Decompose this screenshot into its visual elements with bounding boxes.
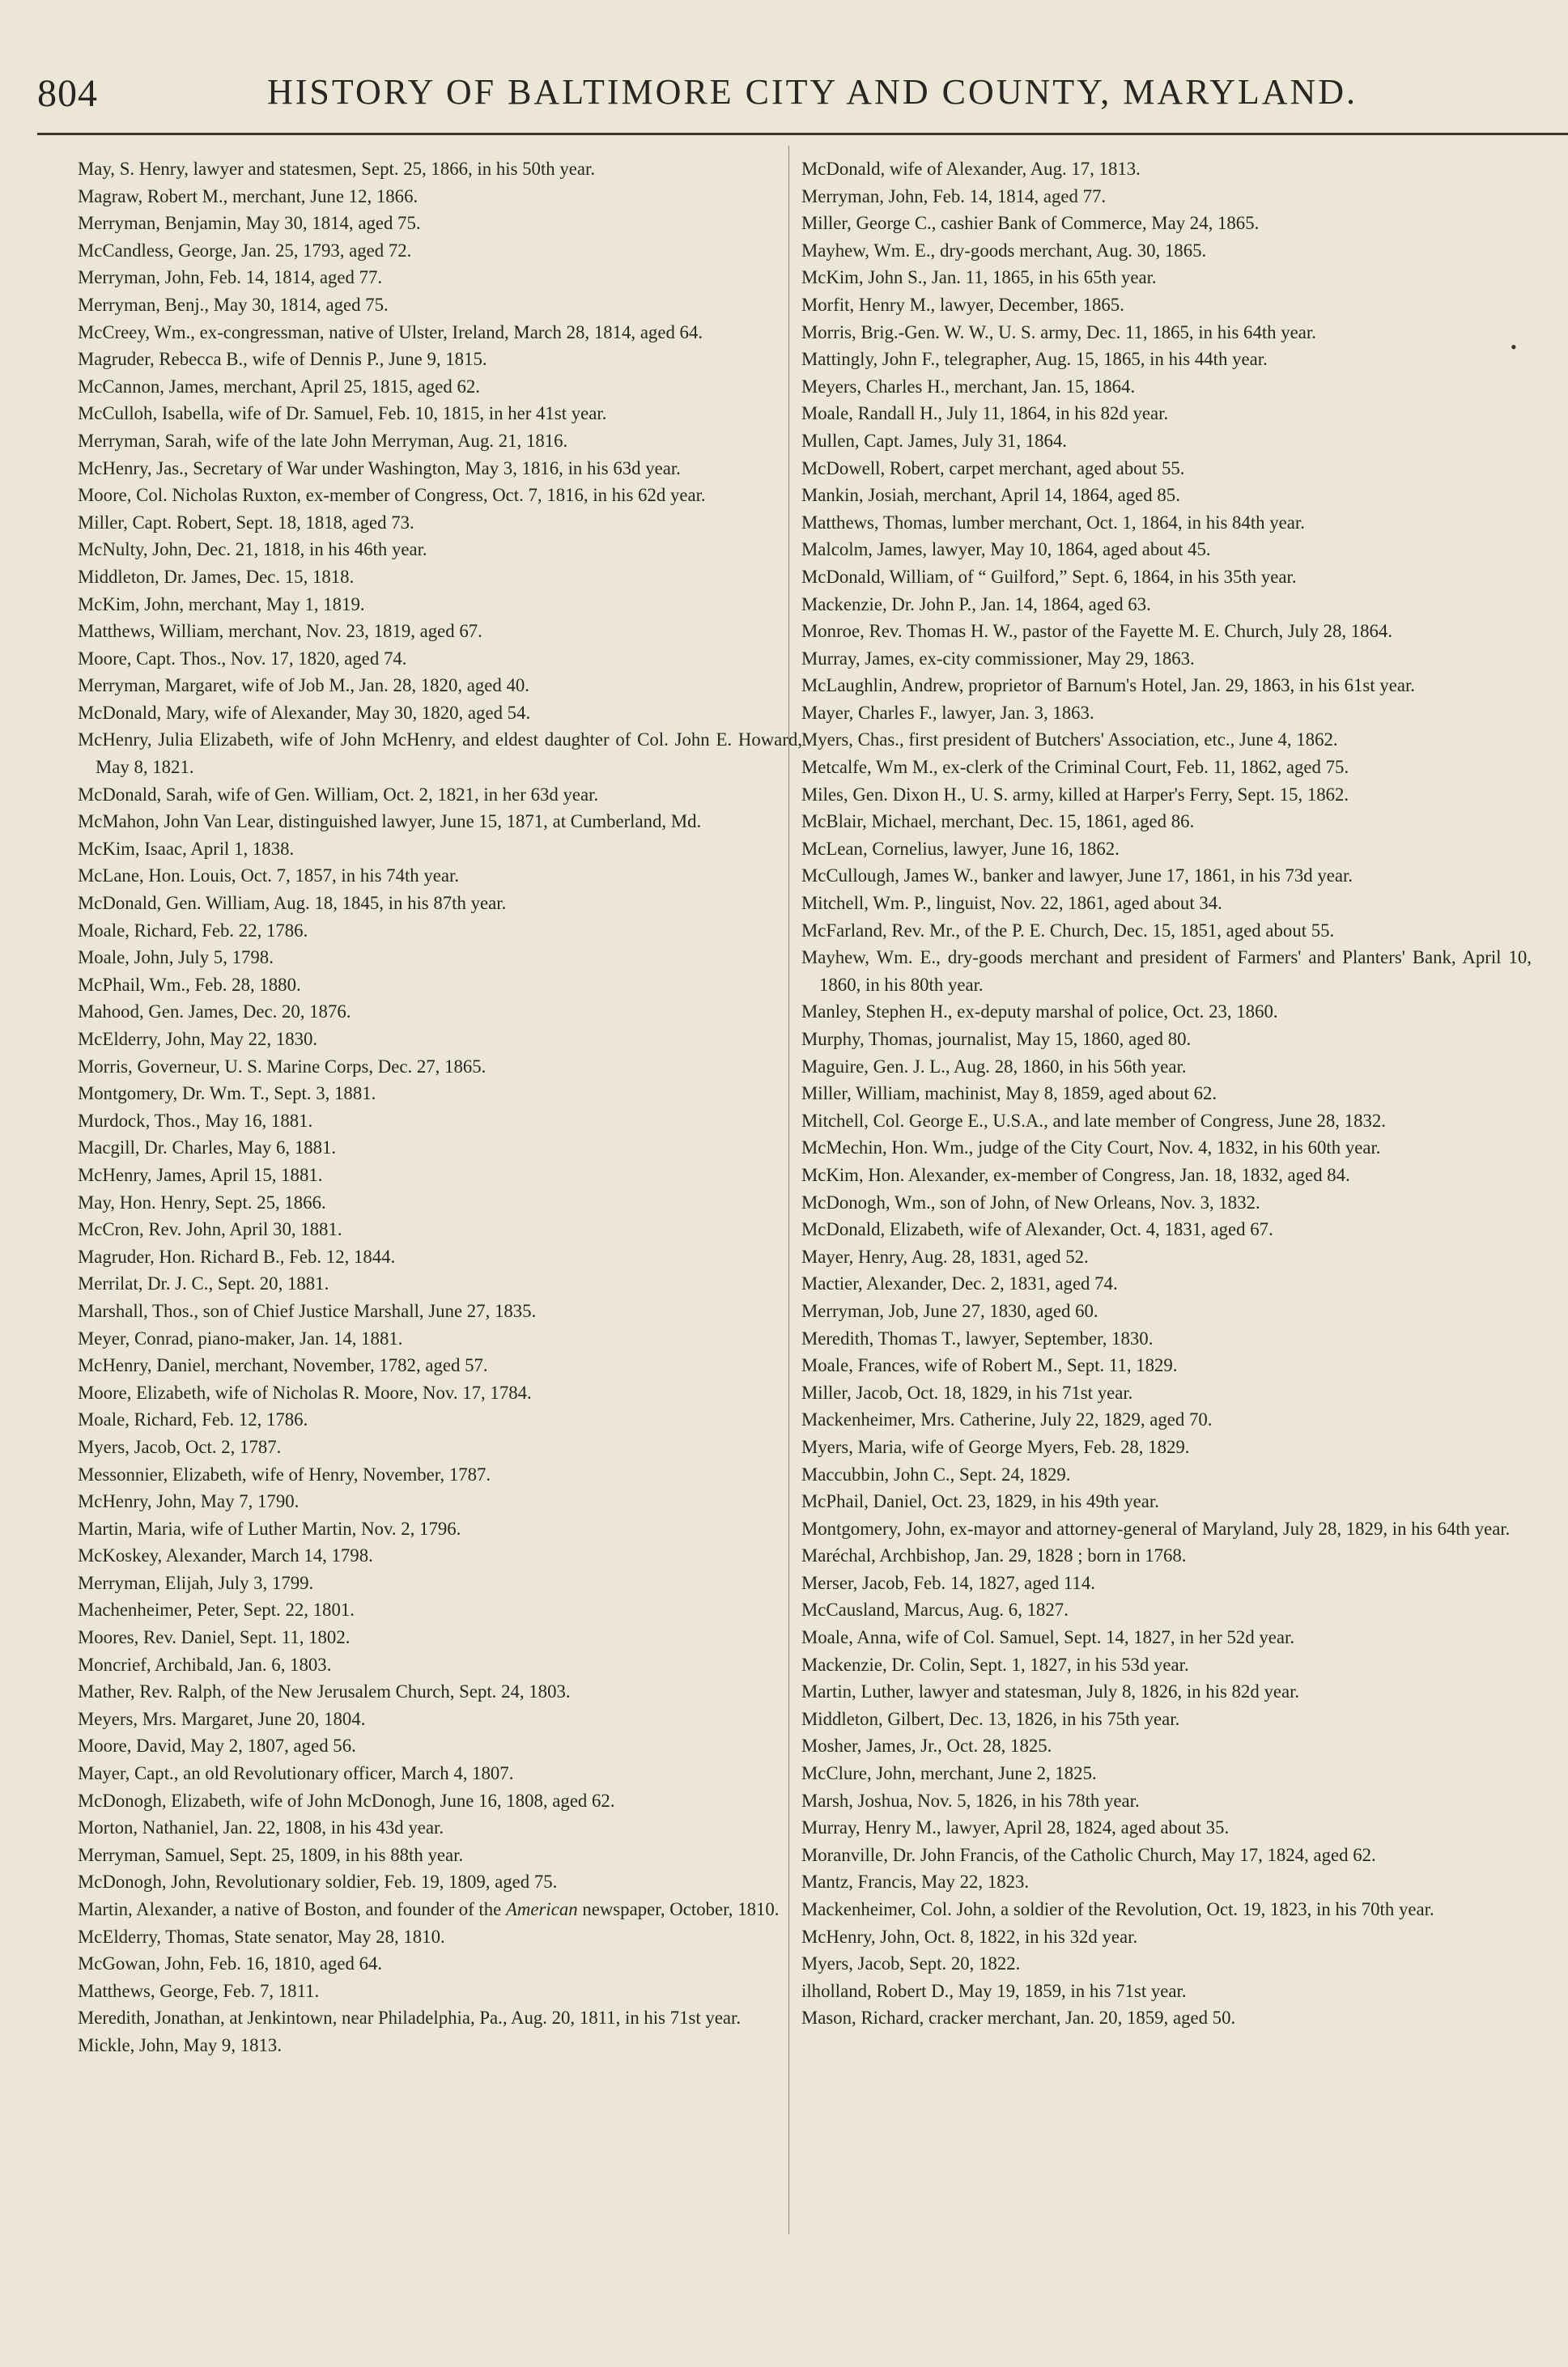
obituary-entry: Myers, Chas., first president of Butchers' Association, etc., June 4, 1862. — [801, 729, 1338, 750]
obituary-entry: Morris, Governeur, U. S. Marine Corps, Dec. 27, 1865. — [78, 1056, 487, 1077]
obituary-entry: McPhail, Wm., Feb. 28, 1880. — [78, 974, 301, 995]
right-column — [801, 155, 1532, 2032]
obituary-entry: McDonald, William, of “ Guilford,” Sept. 6, 1864, in his 35th year. — [801, 566, 1297, 587]
obituary-entry: McDonald, Gen. William, Aug. 18, 1845, in his 87th year. — [78, 893, 507, 914]
obituary-entry: McDonald, Mary, wife of Alexander, May 30, 1820, aged 54. — [78, 702, 531, 723]
obituary-entry: Mackenzie, Dr. John P., Jan. 14, 1864, aged 63. — [801, 593, 1151, 614]
obituary-entry: McGowan, John, Feb. 16, 1810, aged 64. — [78, 1953, 383, 1974]
obituary-entry: McCannon, James, merchant, April 25, 1815, aged 62. — [78, 376, 481, 397]
obituary-entry: Merryman, Elijah, July 3, 1799. — [78, 1572, 314, 1593]
obituary-entry: Meredith, Jonathan, at Jenkintown, near Philadelphia, Pa., Aug. 20, 1811, in his 71st year. — [78, 2008, 742, 2029]
obituary-entry: Mason, Richard, cracker merchant, Jan. 20, 1859, aged 50. — [801, 2008, 1236, 2029]
column-divider — [788, 146, 789, 2234]
obituary-entry: Moranville, Dr. John Francis, of the Catholic Church, May 17, 1824, aged 62. — [801, 1844, 1376, 1865]
obituary-entry: McKim, Isaac, April 1, 1838. — [78, 838, 295, 859]
newspaper-title: American — [505, 1899, 578, 1919]
obituary-entry: Mitchell, Col. George E., U.S.A., and late member of Congress, June 28, 1832. — [801, 1110, 1386, 1131]
obituary-entry: Macgill, Dr. Charles, May 6, 1881. — [78, 1137, 337, 1158]
obituary-entry: Mitchell, Wm. P., linguist, Nov. 22, 1861, aged about 34. — [801, 893, 1222, 914]
obituary-entry: McKim, Hon. Alexander, ex-member of Congress, Jan. 18, 1832, aged 84. — [801, 1164, 1350, 1185]
obituary-entry: Matthews, William, merchant, Nov. 23, 1819, aged 67. — [78, 621, 482, 642]
obituary-entry: Miller, Jacob, Oct. 18, 1829, in his 71st year. — [801, 1382, 1133, 1403]
obituary-entry: McLaughlin, Andrew, proprietor of Barnum's Hotel, Jan. 29, 1863, in his 61st year. — [801, 675, 1415, 696]
obituary-entry: McCausland, Marcus, Aug. 6, 1827. — [801, 1600, 1069, 1621]
header-rule — [37, 133, 1568, 135]
obituary-entry: May, Hon. Henry, Sept. 25, 1866. — [78, 1192, 326, 1213]
obituary-entry: Moore, Elizabeth, wife of Nicholas R. Moore, Nov. 17, 1784. — [78, 1382, 532, 1403]
obituary-entry: Maccubbin, John C., Sept. 24, 1829. — [801, 1464, 1071, 1485]
obituary-entry: Merser, Jacob, Feb. 14, 1827, aged 114. — [801, 1572, 1095, 1593]
obituary-entry: Merryman, John, Feb. 14, 1814, aged 77. — [801, 185, 1107, 206]
obituary-entry: Morton, Nathaniel, Jan. 22, 1808, in his 43d year. — [78, 1817, 444, 1838]
obituary-entry: McKim, John S., Jan. 11, 1865, in his 65th year. — [801, 267, 1157, 288]
obituary-entry: McDonogh, Wm., son of John, of New Orleans, Nov. 3, 1832. — [801, 1192, 1260, 1213]
obituary-entry: ilholland, Robert D., May 19, 1859, in his 71st year. — [801, 1980, 1187, 2001]
obituary-entry: Mayer, Henry, Aug. 28, 1831, aged 52. — [801, 1246, 1089, 1267]
obituary-entry: Martin, Maria, wife of Luther Martin, Nov. 2, 1796. — [78, 1518, 461, 1539]
obituary-entry: Magraw, Robert M., merchant, June 12, 1866. — [78, 185, 419, 206]
obituary-entry: Murphy, Thomas, journalist, May 15, 1860, aged 80. — [801, 1029, 1192, 1049]
obituary-entry: Martin, Luther, lawyer and statesman, July 8, 1826, in his 82d year. — [801, 1681, 1300, 1702]
page-number: 804 — [37, 72, 98, 115]
obituary-entry: Magruder, Rebecca B., wife of Dennis P., June 9, 1815. — [78, 349, 487, 370]
obituary-entry: Mosher, James, Jr., Oct. 28, 1825. — [801, 1736, 1052, 1757]
page-header — [37, 71, 1358, 120]
obituary-entry: Merryman, Margaret, wife of Job M., Jan. 28, 1820, aged 40. — [78, 675, 529, 696]
obituary-entry: McCandless, George, Jan. 25, 1793, aged 72. — [78, 240, 412, 261]
obituary-entry: May, S. Henry, lawyer and statesmen, Sept. 25, 1866, in his 50th year. — [78, 159, 596, 179]
obituary-entry: McLean, Cornelius, lawyer, June 16, 1862. — [801, 838, 1120, 859]
obituary-entry: Moores, Rev. Daniel, Sept. 11, 1802. — [78, 1627, 351, 1648]
obituary-entry: Moore, Capt. Thos., Nov. 17, 1820, aged 74. — [78, 648, 407, 669]
obituary-entry: McCulloh, Isabella, wife of Dr. Samuel, Feb. 10, 1815, in her 41st year. — [78, 403, 607, 424]
obituary-entry: Miller, Capt. Robert, Sept. 18, 1818, aged 73. — [78, 512, 414, 533]
margin-mark: • — [1511, 337, 1517, 357]
left-column — [78, 155, 802, 2059]
obituary-entry: McKim, John, merchant, May 1, 1819. — [78, 593, 365, 614]
obituary-entry: McDowell, Robert, carpet merchant, aged about 55. — [801, 457, 1185, 478]
obituary-entry: McHenry, Jas., Secretary of War under Washington, May 3, 1816, in his 63d year. — [78, 457, 681, 478]
obituary-entry: Moore, Col. Nicholas Ruxton, ex-member of Congress, Oct. 7, 1816, in his 62d year. — [78, 485, 706, 506]
obituary-entry: Murray, James, ex-city commissioner, May 29, 1863. — [801, 648, 1195, 669]
obituary-entry: Mactier, Alexander, Dec. 2, 1831, aged 74. — [801, 1273, 1118, 1294]
obituary-entry: Malcolm, James, lawyer, May 10, 1864, aged about 45. — [801, 539, 1211, 560]
obituary-entry: Merrilat, Dr. J. C., Sept. 20, 1881. — [78, 1273, 329, 1294]
obituary-entry: Moale, Frances, wife of Robert M., Sept. 11, 1829. — [801, 1355, 1178, 1376]
obituary-entry: McCreey, Wm., ex-congressman, native of Ulster, Ireland, March 28, 1814, aged 64. — [78, 321, 703, 342]
obituary-entry: McLane, Hon. Louis, Oct. 7, 1857, in his 74th year. — [78, 865, 460, 886]
obituary-entry: Moncrief, Archibald, Jan. 6, 1803. — [78, 1654, 332, 1675]
obituary-entry: Matthews, George, Feb. 7, 1811. — [78, 1980, 320, 2001]
obituary-entry: McHenry, James, April 15, 1881. — [78, 1164, 323, 1185]
obituary-entry: McKoskey, Alexander, March 14, 1798. — [78, 1545, 373, 1566]
obituary-entry: McNulty, John, Dec. 21, 1818, in his 46th year. — [78, 539, 427, 560]
obituary-entry: Moale, Richard, Feb. 12, 1786. — [78, 1409, 308, 1430]
obituary-entry: McHenry, Daniel, merchant, November, 1782, aged 57. — [78, 1355, 488, 1376]
obituary-entry: Mayer, Capt., an old Revolutionary officer, March 4, 1807. — [78, 1763, 514, 1784]
running-title: HISTORY OF BALTIMORE CITY AND COUNTY, MARYLAND. — [267, 72, 1358, 112]
obituary-entry: McCron, Rev. John, April 30, 1881. — [78, 1219, 342, 1240]
obituary-entry: Meredith, Thomas T., lawyer, September, 1830. — [801, 1328, 1154, 1349]
obituary-entry: Miller, William, machinist, May 8, 1859, aged about 62. — [801, 1083, 1217, 1104]
obituary-entry: Merryman, Benj., May 30, 1814, aged 75. — [78, 294, 389, 315]
obituary-entry: McFarland, Rev. Mr., of the P. E. Church, Dec. 15, 1851, aged about 55. — [801, 920, 1335, 941]
obituary-entry: Miller, George C., cashier Bank of Commerce, May 24, 1865. — [801, 213, 1260, 234]
obituary-entry: McElderry, Thomas, State senator, May 28, 1810. — [78, 1926, 445, 1947]
obituary-entry: McDonald, Sarah, wife of Gen. William, Oct. 2, 1821, in her 63d year. — [78, 784, 599, 805]
obituary-entry: Middleton, Gilbert, Dec. 13, 1826, in his 75th year. — [801, 1708, 1180, 1729]
obituary-entry: McPhail, Daniel, Oct. 23, 1829, in his 49th year. — [801, 1491, 1159, 1512]
obituary-entry: Manley, Stephen H., ex-deputy marshal of police, Oct. 23, 1860. — [801, 1001, 1278, 1022]
obituary-entry: Mickle, John, May 9, 1813. — [78, 2034, 283, 2055]
obituary-entry: Marsh, Joshua, Nov. 5, 1826, in his 78th year. — [801, 1790, 1140, 1811]
obituary-entry: Merryman, John, Feb. 14, 1814, aged 77. — [78, 267, 383, 288]
obituary-entry: Monroe, Rev. Thomas H. W., pastor of the Fayette M. E. Church, July 28, 1864. — [801, 621, 1393, 642]
obituary-entry: Mattingly, John F., telegrapher, Aug. 15, 1865, in his 44th year. — [801, 349, 1268, 370]
obituary-entry: Mahood, Gen. James, Dec. 20, 1876. — [78, 1001, 351, 1022]
obituary-entry: Mackenheimer, Col. John, a soldier of the Revolution, Oct. 19, 1823, in his 70th year. — [801, 1899, 1434, 1919]
obituary-entry: Mayer, Charles F., lawyer, Jan. 3, 1863. — [801, 702, 1094, 723]
obituary-entry: Maguire, Gen. J. L., Aug. 28, 1860, in his 56th year. — [801, 1056, 1187, 1077]
obituary-entry: Metcalfe, Wm M., ex-clerk of the Criminal Court, Feb. 11, 1862, aged 75. — [801, 757, 1349, 778]
obituary-entry: McHenry, John, May 7, 1790. — [78, 1491, 300, 1512]
obituary-entry: Moale, Richard, Feb. 22, 1786. — [78, 920, 308, 941]
obituary-entry: Mackenzie, Dr. Colin, Sept. 1, 1827, in his 53d year. — [801, 1654, 1189, 1675]
obituary-entry: Messonnier, Elizabeth, wife of Henry, November, 1787. — [78, 1464, 491, 1485]
obituary-entry: McDonald, wife of Alexander, Aug. 17, 1813. — [801, 159, 1141, 179]
obituary-entry: McMahon, John Van Lear, distinguished lawyer, June 15, 1871, at Cumberland, Md. — [78, 811, 702, 832]
obituary-entry: Meyer, Conrad, piano-maker, Jan. 14, 1881. — [78, 1328, 403, 1349]
obituary-entry: Myers, Jacob, Sept. 20, 1822. — [801, 1953, 1021, 1974]
obituary-entry: Mayhew, Wm. E., dry-goods merchant, Aug. 30, 1865. — [801, 240, 1207, 261]
obituary-entry: McDonogh, John, Revolutionary soldier, Feb. 19, 1809, aged 75. — [78, 1872, 558, 1893]
obituary-entry: McBlair, Michael, merchant, Dec. 15, 1861, aged 86. — [801, 811, 1195, 832]
obituary-entry: McClure, John, merchant, June 2, 1825. — [801, 1763, 1097, 1784]
obituary-entry: Matthews, Thomas, lumber merchant, Oct. 1, 1864, in his 84th year. — [801, 512, 1305, 533]
obituary-entry: Murray, Henry M., lawyer, April 28, 1824, aged about 35. — [801, 1817, 1230, 1838]
obituary-entry: Mankin, Josiah, merchant, April 14, 1864, aged 85. — [801, 485, 1180, 506]
obituary-entry: Morfit, Henry M., lawyer, December, 1865. — [801, 294, 1124, 315]
obituary-entry: Merryman, Benjamin, May 30, 1814, aged 75. — [78, 213, 421, 234]
obituary-entry: McMechin, Hon. Wm., judge of the City Court, Nov. 4, 1832, in his 60th year. — [801, 1137, 1381, 1158]
obituary-entry: Meyers, Charles H., merchant, Jan. 15, 1864. — [801, 376, 1136, 397]
obituary-entry: McHenry, Julia Elizabeth, wife of John McHenry, and eldest daughter of Col. John E. Howard, May 8, 1821. — [78, 729, 802, 778]
obituary-entry: Montgomery, Dr. Wm. T., Sept. 3, 1881. — [78, 1083, 376, 1104]
obituary-entry: Moale, John, July 5, 1798. — [78, 947, 274, 968]
obituary-entry: Mayhew, Wm. E., dry-goods merchant and president of Farmers' and Planters' Bank, April 10, 1860, in his 80th year. — [801, 947, 1532, 995]
obituary-entry: Mackenheimer, Mrs. Catherine, July 22, 1829, aged 70. — [801, 1409, 1213, 1430]
obituary-entry: Middleton, Dr. James, Dec. 15, 1818. — [78, 566, 355, 587]
obituary-entry: Meyers, Mrs. Margaret, June 20, 1804. — [78, 1708, 366, 1729]
obituary-entry: Mather, Rev. Ralph, of the New Jerusalem Church, Sept. 24, 1803. — [78, 1681, 571, 1702]
obituary-entry: Moore, David, May 2, 1807, aged 56. — [78, 1736, 356, 1757]
obituary-entry: Magruder, Hon. Richard B., Feb. 12, 1844. — [78, 1246, 396, 1267]
obituary-entry: McDonogh, Elizabeth, wife of John McDonogh, June 16, 1808, aged 62. — [78, 1790, 615, 1811]
obituary-entry: Mantz, Francis, May 22, 1823. — [801, 1872, 1030, 1893]
obituary-entry: Myers, Maria, wife of George Myers, Feb. 28, 1829. — [801, 1436, 1190, 1457]
obituary-entry: Morris, Brig.-Gen. W. W., U. S. army, Dec. 11, 1865, in his 64th year. — [801, 321, 1316, 342]
obituary-entry: Myers, Jacob, Oct. 2, 1787. — [78, 1436, 282, 1457]
obituary-entry: Mullen, Capt. James, July 31, 1864. — [801, 430, 1068, 451]
obituary-entry: Moale, Anna, wife of Col. Samuel, Sept. 14, 1827, in her 52d year. — [801, 1627, 1295, 1648]
obituary-entry: McCullough, James W., banker and lawyer, June 17, 1861, in his 73d year. — [801, 865, 1353, 886]
obituary-entry: McHenry, John, Oct. 8, 1822, in his 32d year. — [801, 1926, 1138, 1947]
obituary-entry: Murdock, Thos., May 16, 1881. — [78, 1110, 313, 1131]
obituary-entry: Marshall, Thos., son of Chief Justice Marshall, June 27, 1835. — [78, 1300, 537, 1321]
obituary-entry: McDonald, Elizabeth, wife of Alexander, Oct. 4, 1831, aged 67. — [801, 1219, 1273, 1240]
obituary-entry: Merryman, Job, June 27, 1830, aged 60. — [801, 1300, 1098, 1321]
obituary-entry: Montgomery, John, ex-mayor and attorney-general of Maryland, July 28, 1829, in his 64th year. — [801, 1518, 1511, 1539]
obituary-entry: Merryman, Sarah, wife of the late John Merryman, Aug. 21, 1816. — [78, 430, 568, 451]
obituary-entry: Miles, Gen. Dixon H., U. S. army, killed at Harper's Ferry, Sept. 15, 1862. — [801, 784, 1349, 805]
obituary-entry: McElderry, John, May 22, 1830. — [78, 1029, 318, 1049]
obituary-entry: Machenheimer, Peter, Sept. 22, 1801. — [78, 1600, 355, 1621]
obituary-entry: Martin, Alexander, a native of Boston, and founder of the American newspaper, October, 1810. — [78, 1899, 780, 1919]
obituary-entry: Moale, Randall H., July 11, 1864, in his 82d year. — [801, 403, 1169, 424]
obituary-entry: Merryman, Samuel, Sept. 25, 1809, in his 88th year. — [78, 1844, 464, 1865]
obituary-entry: Maréchal, Archbishop, Jan. 29, 1828 ; born in 1768. — [801, 1545, 1187, 1566]
